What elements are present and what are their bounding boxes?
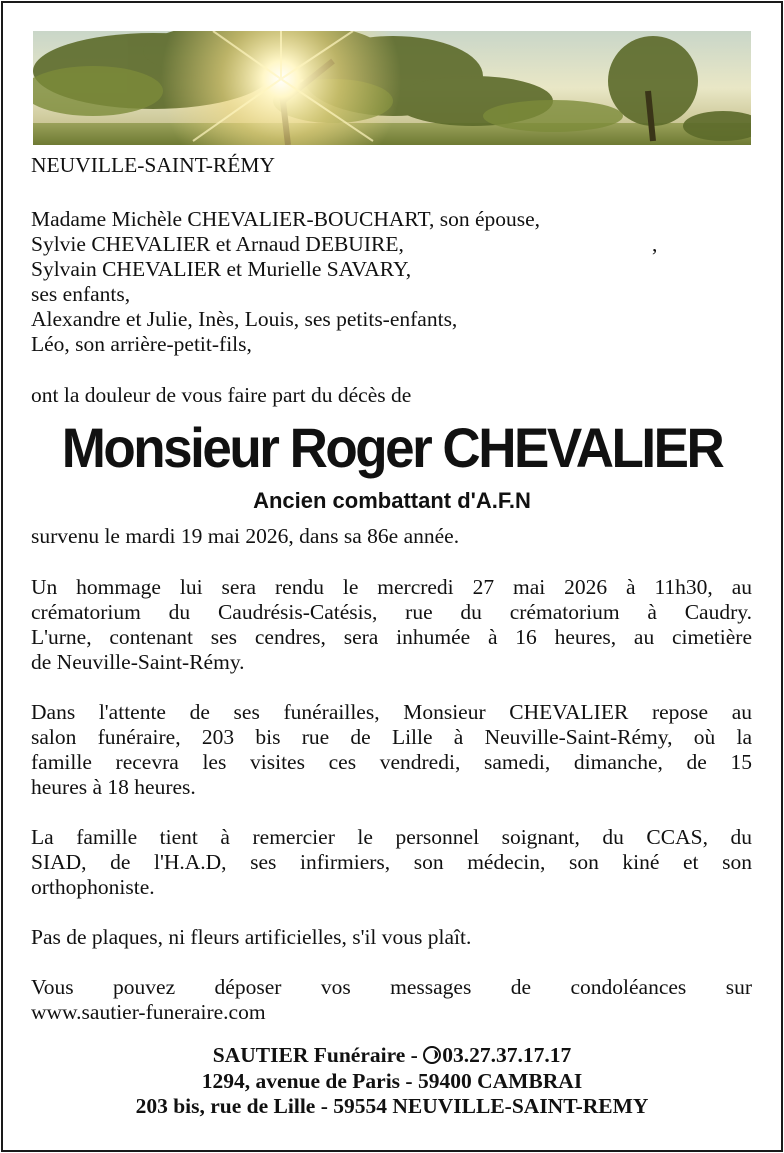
stray-comma: ,	[652, 232, 658, 256]
condolences-paragraph: Vous pouvez déposer vos messages de condoléances sur www.sautier-funeraire.com	[31, 975, 752, 1024]
viewing-paragraph: Dans l'attente de ses funérailles, Monsieur CHEVALIER repose au salon funéraire, 203 bis rue de Lille à Neuville-Saint-Rémy, où la famille recevra les visites ces vendredi, samedi, dimanche, de 15 heures à 18 heures.	[31, 700, 752, 799]
family-line: Madame Michèle CHEVALIER-BOUCHART, son épouse,	[31, 207, 541, 231]
family-line: Sylvie CHEVALIER et Arnaud DEBUIRE, ,	[31, 232, 658, 256]
company-name: SAUTIER Funéraire -	[212, 1043, 424, 1067]
banner-image	[33, 31, 751, 145]
phone-icon	[423, 1046, 441, 1064]
thanks-paragraph: La famille tient à remercier le personnel soignant, du CCAS, du SIAD, de l'H.A.D, ses infirmiers, son médecin, son kiné et son orthophoniste.	[31, 825, 752, 899]
funeral-home-footer	[0, 1043, 784, 1120]
deceased-subtitle: Ancien combattant d'A.F.N	[253, 488, 531, 513]
town-name: NEUVILLE-SAINT-RÉMY	[31, 153, 276, 177]
phone-number[interactable]: 03.27.37.17.17	[442, 1043, 572, 1067]
flowers-notice: Pas de plaques, ni fleurs artificielles, s'il vous plaît.	[31, 925, 472, 949]
family-line: Léo, son arrière-petit-fils,	[31, 332, 252, 356]
family-list	[31, 207, 752, 357]
intro-text: ont la douleur de vous faire part du décès de	[31, 383, 412, 407]
family-line: Sylvain CHEVALIER et Murielle SAVARY,	[31, 257, 412, 281]
address-cambrai: 1294, avenue de Paris - 59400 CAMBRAI	[201, 1068, 583, 1093]
company-line	[0, 1043, 784, 1069]
family-line: Alexandre et Julie, Inès, Louis, ses petits-enfants,	[31, 307, 458, 331]
death-date: survenu le mardi 19 mai 2026, dans sa 86e année.	[31, 524, 460, 548]
family-line: ses enfants,	[31, 282, 131, 306]
tribute-paragraph: Un hommage lui sera rendu le mercredi 27 mai 2026 à 11h30, au crématorium du Caudrésis-Catésis, rue du crématorium à Caudry. L'urne, contenant ses cendres, sera inhumée à 16 heures, au cimetière de Neuville-Saint-Rémy.	[31, 575, 752, 674]
website-link[interactable]: www.sautier-funeraire.com	[31, 1000, 266, 1024]
deceased-name: Monsieur Roger CHEVALIER	[61, 417, 723, 480]
address-neuville: 203 bis, rue de Lille - 59554 NEUVILLE-SAINT-REMY	[135, 1094, 649, 1118]
town-heading	[31, 153, 752, 178]
